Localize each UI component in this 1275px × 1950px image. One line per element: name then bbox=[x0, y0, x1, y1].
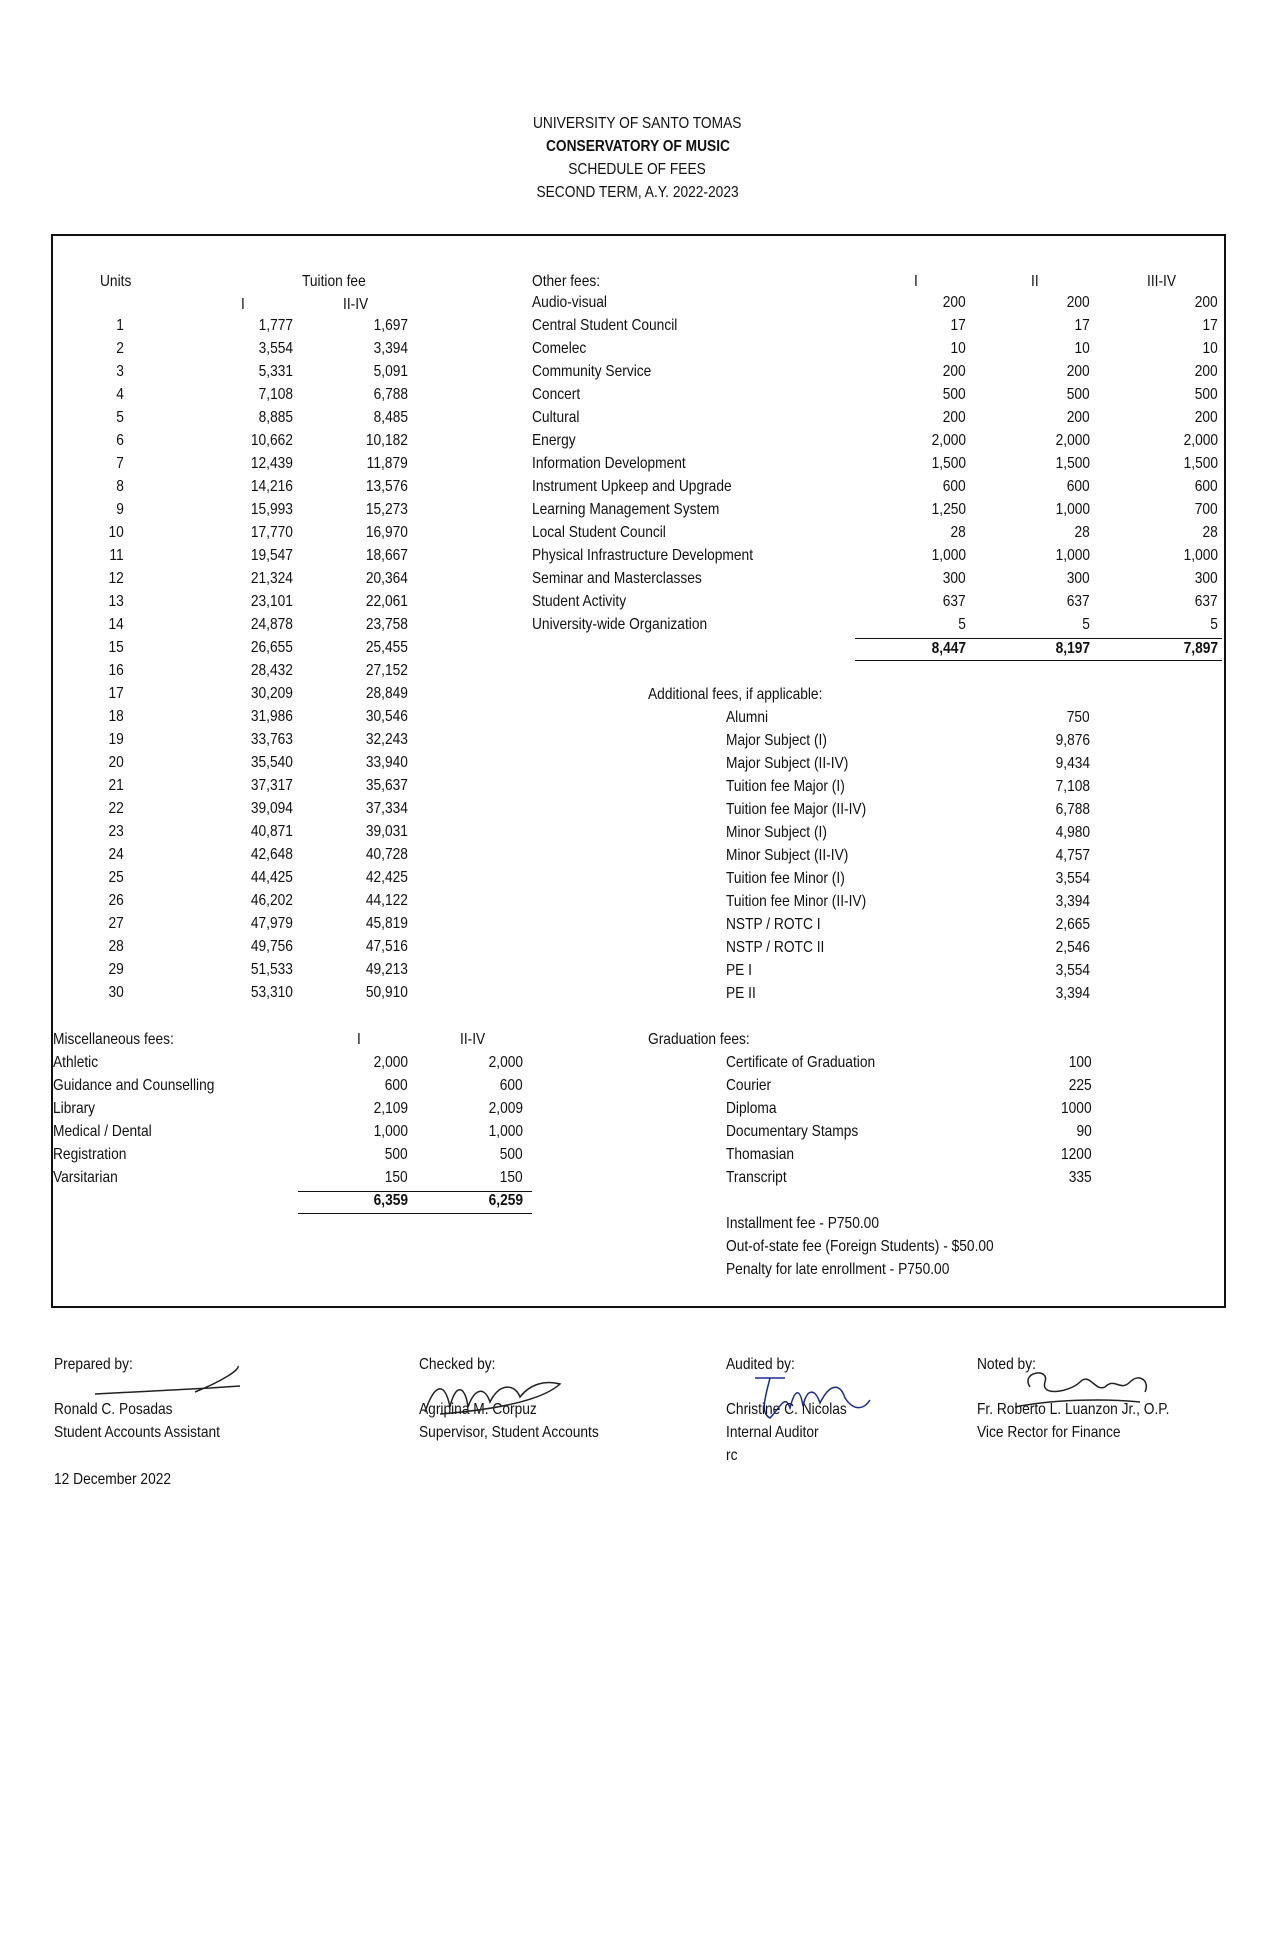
misc-fee-i-cell: 500 bbox=[385, 1146, 408, 1163]
document-title: SCHEDULE OF FEES bbox=[568, 161, 707, 178]
other-fee-i-cell: 1,500 bbox=[931, 455, 966, 472]
signature-luanzon bbox=[1010, 1362, 1160, 1412]
misc-fee-name: Registration bbox=[53, 1146, 127, 1163]
college-name: CONSERVATORY OF MUSIC bbox=[545, 138, 730, 155]
additional-fee-amount: 3,554 bbox=[1055, 962, 1090, 979]
tuition-col-iiv-header: II-IV bbox=[343, 296, 369, 313]
additional-fee-amount: 7,108 bbox=[1055, 778, 1090, 795]
other-fee-i-cell: 10 bbox=[950, 340, 966, 357]
tuition-units-cell: 17 bbox=[108, 685, 124, 702]
signatory-title: Vice Rector for Finance bbox=[977, 1424, 1121, 1441]
tuition-iiv-cell: 22,061 bbox=[365, 593, 408, 610]
tuition-i-cell: 37,317 bbox=[250, 777, 293, 794]
tuition-iiv-cell: 42,425 bbox=[365, 869, 408, 886]
tuition-iiv-cell: 27,152 bbox=[365, 662, 408, 679]
other-fee-name: Concert bbox=[532, 386, 581, 403]
other-fee-name: Information Development bbox=[532, 455, 686, 472]
signatory-role: Checked by: bbox=[419, 1356, 496, 1373]
signatory-name: Agripina M. Corpuz bbox=[419, 1401, 537, 1418]
other-fee-iiiiv-cell: 200 bbox=[1195, 294, 1218, 311]
tuition-iiv-cell: 47,516 bbox=[365, 938, 408, 955]
other-fee-iiiiv-cell: 700 bbox=[1195, 501, 1218, 518]
tuition-iiv-cell: 30,546 bbox=[365, 708, 408, 725]
other-fee-iiiiv-cell: 200 bbox=[1195, 363, 1218, 380]
misc-total-i: 6,359 bbox=[373, 1192, 408, 1209]
misc-fee-iiv-cell: 600 bbox=[500, 1077, 523, 1094]
tuition-i-cell: 30,209 bbox=[250, 685, 293, 702]
misc-fee-iiv-cell: 2,009 bbox=[488, 1100, 523, 1117]
tuition-iiv-cell: 37,334 bbox=[365, 800, 408, 817]
tuition-iiv-cell: 25,455 bbox=[365, 639, 408, 656]
additional-fee-amount: 9,434 bbox=[1055, 755, 1090, 772]
other-fee-i-cell: 2,000 bbox=[931, 432, 966, 449]
tuition-iiv-cell: 35,637 bbox=[365, 777, 408, 794]
tuition-i-cell: 12,439 bbox=[250, 455, 293, 472]
tuition-i-cell: 39,094 bbox=[250, 800, 293, 817]
additional-fee-amount: 3,394 bbox=[1055, 893, 1090, 910]
tuition-iiv-cell: 15,273 bbox=[365, 501, 408, 518]
other-fee-i-cell: 1,250 bbox=[931, 501, 966, 518]
tuition-i-cell: 44,425 bbox=[250, 869, 293, 886]
other-fees-total-i: 8,447 bbox=[931, 640, 966, 657]
fee-schedule-box bbox=[51, 234, 1226, 1308]
misc-fee-iiv-cell: 150 bbox=[500, 1169, 523, 1186]
signatory-role: Prepared by: bbox=[54, 1356, 133, 1373]
other-fee-iiiiv-cell: 2,000 bbox=[1183, 432, 1218, 449]
additional-fee-name: Tuition fee Minor (II-IV) bbox=[726, 893, 867, 910]
additional-fee-amount: 3,394 bbox=[1055, 985, 1090, 1002]
tuition-i-cell: 21,324 bbox=[250, 570, 293, 587]
tuition-iiv-cell: 40,728 bbox=[365, 846, 408, 863]
tuition-units-cell: 19 bbox=[108, 731, 124, 748]
graduation-fee-name: Thomasian bbox=[726, 1146, 795, 1163]
tuition-units-cell: 30 bbox=[108, 984, 124, 1001]
tuition-i-cell: 28,432 bbox=[250, 662, 293, 679]
other-fee-iiiiv-cell: 637 bbox=[1195, 593, 1218, 610]
signatory-role: Noted by: bbox=[977, 1356, 1036, 1373]
tuition-units-cell: 2 bbox=[116, 340, 124, 357]
tuition-i-cell: 33,763 bbox=[250, 731, 293, 748]
tuition-i-cell: 8,885 bbox=[258, 409, 293, 426]
additional-fee-name: Alumni bbox=[726, 709, 769, 726]
other-fee-name: Seminar and Masterclasses bbox=[532, 570, 702, 587]
other-fee-ii-cell: 200 bbox=[1067, 363, 1090, 380]
signatory-name: Ronald C. Posadas bbox=[54, 1401, 173, 1418]
other-fee-i-cell: 200 bbox=[943, 409, 966, 426]
other-fee-ii-cell: 200 bbox=[1067, 409, 1090, 426]
misc-fee-i-cell: 2,109 bbox=[373, 1100, 408, 1117]
other-fee-iiiiv-cell: 10 bbox=[1202, 340, 1218, 357]
additional-fee-name: NSTP / ROTC II bbox=[726, 939, 825, 956]
additional-fee-name: Minor Subject (II-IV) bbox=[726, 847, 849, 864]
other-fee-iiiiv-cell: 600 bbox=[1195, 478, 1218, 495]
other-fee-iiiiv-cell: 1,000 bbox=[1183, 547, 1218, 564]
tuition-i-cell: 42,648 bbox=[250, 846, 293, 863]
other-fee-iiiiv-cell: 5 bbox=[1210, 616, 1218, 633]
tuition-iiv-cell: 50,910 bbox=[365, 984, 408, 1001]
other-fee-ii-cell: 5 bbox=[1082, 616, 1090, 633]
additional-fee-name: PE I bbox=[726, 962, 753, 979]
graduation-fee-name: Courier bbox=[726, 1077, 772, 1094]
other-fee-ii-cell: 2,000 bbox=[1055, 432, 1090, 449]
misc-fee-i-cell: 2,000 bbox=[373, 1054, 408, 1071]
other-fee-name: University-wide Organization bbox=[532, 616, 708, 633]
term-label: SECOND TERM, A.Y. 2022-2023 bbox=[536, 184, 739, 201]
other-fee-name: Instrument Upkeep and Upgrade bbox=[532, 478, 732, 495]
tuition-iiv-cell: 49,213 bbox=[365, 961, 408, 978]
tuition-units-cell: 20 bbox=[108, 754, 124, 771]
other-fee-name: Community Service bbox=[532, 363, 652, 380]
misc-fee-i-cell: 600 bbox=[385, 1077, 408, 1094]
tuition-iiv-cell: 44,122 bbox=[365, 892, 408, 909]
additional-fee-name: Tuition fee Minor (I) bbox=[726, 870, 845, 887]
other-fee-i-cell: 5 bbox=[958, 616, 966, 633]
other-fee-name: Comelec bbox=[532, 340, 587, 357]
additional-fee-name: NSTP / ROTC I bbox=[726, 916, 821, 933]
tuition-i-cell: 3,554 bbox=[258, 340, 293, 357]
tuition-units-cell: 7 bbox=[116, 455, 124, 472]
tuition-units-cell: 6 bbox=[116, 432, 124, 449]
other-fee-ii-cell: 600 bbox=[1067, 478, 1090, 495]
additional-fee-amount: 2,665 bbox=[1055, 916, 1090, 933]
tuition-iiv-cell: 5,091 bbox=[373, 363, 408, 380]
tuition-i-cell: 46,202 bbox=[250, 892, 293, 909]
tuition-i-cell: 7,108 bbox=[258, 386, 293, 403]
additional-fee-name: Tuition fee Major (II-IV) bbox=[726, 801, 867, 818]
signature-corpuz bbox=[420, 1372, 570, 1422]
signature-nicolas bbox=[745, 1368, 875, 1423]
other-fee-name: Energy bbox=[532, 432, 576, 449]
signatory-name: Christine C. Nicolas bbox=[726, 1401, 847, 1418]
tuition-iiv-cell: 18,667 bbox=[365, 547, 408, 564]
tuition-i-cell: 51,533 bbox=[250, 961, 293, 978]
other-fee-iiiiv-cell: 1,500 bbox=[1183, 455, 1218, 472]
graduation-fee-name: Certificate of Graduation bbox=[726, 1054, 876, 1071]
other-fee-iiiiv-cell: 17 bbox=[1202, 317, 1218, 334]
additional-fee-name: Minor Subject (I) bbox=[726, 824, 827, 841]
other-fee-i-cell: 600 bbox=[943, 478, 966, 495]
other-fees-col-iiiiv-header: III-IV bbox=[1147, 273, 1177, 290]
graduation-fee-name: Transcript bbox=[726, 1169, 787, 1186]
misc-fee-name: Library bbox=[53, 1100, 96, 1117]
tuition-iiv-cell: 20,364 bbox=[365, 570, 408, 587]
other-fees-col-i-header: I bbox=[914, 273, 918, 290]
tuition-units-cell: 23 bbox=[108, 823, 124, 840]
other-fees-total-ii: 8,197 bbox=[1055, 640, 1090, 657]
tuition-i-cell: 17,770 bbox=[250, 524, 293, 541]
other-fee-ii-cell: 10 bbox=[1074, 340, 1090, 357]
other-fees-total-iiiiv: 7,897 bbox=[1183, 640, 1218, 657]
other-fee-ii-cell: 1,000 bbox=[1055, 501, 1090, 518]
tuition-units-cell: 22 bbox=[108, 800, 124, 817]
other-fee-name: Student Activity bbox=[532, 593, 627, 610]
tuition-units-cell: 18 bbox=[108, 708, 124, 725]
tuition-i-cell: 53,310 bbox=[250, 984, 293, 1001]
signatory-role: Audited by: bbox=[726, 1356, 795, 1373]
other-fee-ii-cell: 17 bbox=[1074, 317, 1090, 334]
graduation-fee-name: Documentary Stamps bbox=[726, 1123, 859, 1140]
misc-fee-iiv-cell: 2,000 bbox=[488, 1054, 523, 1071]
tuition-units-cell: 10 bbox=[108, 524, 124, 541]
tuition-units-cell: 11 bbox=[109, 547, 124, 564]
tuition-iiv-cell: 10,182 bbox=[365, 432, 408, 449]
tuition-i-cell: 49,756 bbox=[250, 938, 293, 955]
other-fee-name: Learning Management System bbox=[532, 501, 720, 518]
graduation-fee-amount: 1200 bbox=[1061, 1146, 1092, 1163]
additional-fee-name: Major Subject (II-IV) bbox=[726, 755, 849, 772]
tuition-units-cell: 24 bbox=[108, 846, 124, 863]
tuition-iiv-cell: 16,970 bbox=[365, 524, 408, 541]
tuition-fee-header: Tuition fee bbox=[302, 273, 366, 290]
misc-fee-name: Varsitarian bbox=[53, 1169, 118, 1186]
graduation-fee-amount: 335 bbox=[1069, 1169, 1092, 1186]
fee-note: Installment fee - P750.00 bbox=[726, 1215, 879, 1232]
additional-fee-amount: 2,546 bbox=[1055, 939, 1090, 956]
fee-note: Out-of-state fee (Foreign Students) - $50.00 bbox=[726, 1238, 994, 1255]
graduation-fee-amount: 1000 bbox=[1061, 1100, 1092, 1117]
document-date: 12 December 2022 bbox=[54, 1471, 172, 1488]
tuition-units-cell: 27 bbox=[108, 915, 124, 932]
misc-fee-i-cell: 150 bbox=[385, 1169, 408, 1186]
tuition-units-cell: 4 bbox=[116, 386, 124, 403]
other-fee-name: Audio-visual bbox=[532, 294, 607, 311]
tuition-i-cell: 24,878 bbox=[250, 616, 293, 633]
graduation-fee-name: Diploma bbox=[726, 1100, 777, 1117]
misc-total-underline bbox=[298, 1213, 532, 1214]
tuition-i-cell: 5,331 bbox=[258, 363, 293, 380]
other-fee-i-cell: 200 bbox=[943, 294, 966, 311]
tuition-iiv-cell: 6,788 bbox=[373, 386, 408, 403]
units-header: Units bbox=[100, 273, 132, 290]
signatory-name: Fr. Roberto L. Luanzon Jr., O.P. bbox=[977, 1401, 1170, 1418]
other-fees-col-ii-header: II bbox=[1031, 273, 1039, 290]
tuition-units-cell: 29 bbox=[108, 961, 124, 978]
other-fee-name: Central Student Council bbox=[532, 317, 678, 334]
other-fee-ii-cell: 1,500 bbox=[1055, 455, 1090, 472]
misc-col-i-header: I bbox=[357, 1031, 361, 1048]
other-fee-i-cell: 28 bbox=[950, 524, 966, 541]
misc-fee-name: Guidance and Counselling bbox=[53, 1077, 215, 1094]
additional-fee-name: Tuition fee Major (I) bbox=[726, 778, 845, 795]
tuition-i-cell: 1,777 bbox=[258, 317, 293, 334]
tuition-units-cell: 16 bbox=[108, 662, 124, 679]
tuition-units-cell: 28 bbox=[108, 938, 124, 955]
signatory-title: Student Accounts Assistant bbox=[54, 1424, 220, 1441]
tuition-units-cell: 21 bbox=[108, 777, 124, 794]
tuition-i-cell: 15,993 bbox=[250, 501, 293, 518]
tuition-i-cell: 40,871 bbox=[250, 823, 293, 840]
additional-fees-header: Additional fees, if applicable: bbox=[648, 686, 823, 703]
additional-fee-name: Major Subject (I) bbox=[726, 732, 827, 749]
other-fee-name: Local Student Council bbox=[532, 524, 666, 541]
tuition-units-cell: 25 bbox=[108, 869, 124, 886]
tuition-col-i-header: I bbox=[241, 296, 245, 313]
other-fee-i-cell: 300 bbox=[943, 570, 966, 587]
tuition-units-cell: 12 bbox=[108, 570, 124, 587]
tuition-i-cell: 35,540 bbox=[250, 754, 293, 771]
graduation-fee-amount: 100 bbox=[1069, 1054, 1092, 1071]
other-fee-ii-cell: 500 bbox=[1067, 386, 1090, 403]
tuition-iiv-cell: 32,243 bbox=[365, 731, 408, 748]
tuition-iiv-cell: 33,940 bbox=[365, 754, 408, 771]
tuition-units-cell: 15 bbox=[108, 639, 124, 656]
other-fee-i-cell: 500 bbox=[943, 386, 966, 403]
tuition-units-cell: 26 bbox=[108, 892, 124, 909]
misc-col-iiv-header: II-IV bbox=[460, 1031, 486, 1048]
signatory-title: Internal Auditor bbox=[726, 1424, 819, 1441]
other-fee-ii-cell: 300 bbox=[1067, 570, 1090, 587]
tuition-units-cell: 13 bbox=[108, 593, 124, 610]
additional-fee-amount: 750 bbox=[1067, 709, 1090, 726]
misc-fee-iiv-cell: 500 bbox=[500, 1146, 523, 1163]
additional-fee-amount: 4,980 bbox=[1055, 824, 1090, 841]
signatory-title: Supervisor, Student Accounts bbox=[419, 1424, 599, 1441]
tuition-units-cell: 8 bbox=[116, 478, 124, 495]
additional-fee-amount: 9,876 bbox=[1055, 732, 1090, 749]
misc-fees-header: Miscellaneous fees: bbox=[53, 1031, 174, 1048]
tuition-iiv-cell: 11,879 bbox=[366, 455, 408, 472]
tuition-i-cell: 10,662 bbox=[250, 432, 293, 449]
other-fees-total-underline bbox=[855, 660, 1222, 661]
graduation-fee-amount: 90 bbox=[1076, 1123, 1092, 1140]
tuition-i-cell: 23,101 bbox=[250, 593, 293, 610]
tuition-iiv-cell: 28,849 bbox=[365, 685, 408, 702]
tuition-i-cell: 31,986 bbox=[250, 708, 293, 725]
tuition-iiv-cell: 39,031 bbox=[365, 823, 408, 840]
misc-fee-name: Athletic bbox=[53, 1054, 99, 1071]
additional-fee-amount: 4,757 bbox=[1055, 847, 1090, 864]
other-fees-total-rule bbox=[855, 638, 1222, 639]
graduation-fees-header: Graduation fees: bbox=[648, 1031, 750, 1048]
misc-fee-name: Medical / Dental bbox=[53, 1123, 152, 1140]
tuition-iiv-cell: 45,819 bbox=[365, 915, 408, 932]
other-fee-iiiiv-cell: 300 bbox=[1195, 570, 1218, 587]
tuition-units-cell: 1 bbox=[116, 317, 124, 334]
fee-note: Penalty for late enrollment - P750.00 bbox=[726, 1261, 950, 1278]
additional-fee-name: PE II bbox=[726, 985, 756, 1002]
tuition-iiv-cell: 3,394 bbox=[373, 340, 408, 357]
additional-fee-amount: 3,554 bbox=[1055, 870, 1090, 887]
tuition-units-cell: 14 bbox=[108, 616, 124, 633]
tuition-iiv-cell: 23,758 bbox=[365, 616, 408, 633]
other-fees-header: Other fees: bbox=[532, 273, 601, 290]
other-fee-i-cell: 17 bbox=[950, 317, 966, 334]
additional-fee-amount: 6,788 bbox=[1055, 801, 1090, 818]
other-fee-i-cell: 1,000 bbox=[931, 547, 966, 564]
misc-fee-i-cell: 1,000 bbox=[373, 1123, 408, 1140]
other-fee-i-cell: 200 bbox=[943, 363, 966, 380]
other-fee-name: Cultural bbox=[532, 409, 580, 426]
tuition-iiv-cell: 8,485 bbox=[373, 409, 408, 426]
other-fee-ii-cell: 1,000 bbox=[1055, 547, 1090, 564]
signature-posadas bbox=[90, 1362, 250, 1402]
other-fee-ii-cell: 637 bbox=[1067, 593, 1090, 610]
tuition-units-cell: 9 bbox=[116, 501, 124, 518]
tuition-i-cell: 26,655 bbox=[250, 639, 293, 656]
tuition-i-cell: 19,547 bbox=[250, 547, 293, 564]
other-fee-ii-cell: 28 bbox=[1074, 524, 1090, 541]
misc-total-iiv: 6,259 bbox=[488, 1192, 523, 1209]
other-fee-i-cell: 637 bbox=[943, 593, 966, 610]
misc-fee-iiv-cell: 1,000 bbox=[488, 1123, 523, 1140]
tuition-i-cell: 14,216 bbox=[250, 478, 293, 495]
other-fee-iiiiv-cell: 500 bbox=[1195, 386, 1218, 403]
graduation-fee-amount: 225 bbox=[1069, 1077, 1092, 1094]
other-fee-ii-cell: 200 bbox=[1067, 294, 1090, 311]
signatory-initials: rc bbox=[726, 1447, 738, 1464]
tuition-iiv-cell: 1,697 bbox=[373, 317, 408, 334]
tuition-i-cell: 47,979 bbox=[250, 915, 293, 932]
tuition-units-cell: 5 bbox=[116, 409, 124, 426]
other-fee-name: Physical Infrastructure Development bbox=[532, 547, 754, 564]
other-fee-iiiiv-cell: 28 bbox=[1202, 524, 1218, 541]
other-fee-iiiiv-cell: 200 bbox=[1195, 409, 1218, 426]
tuition-units-cell: 3 bbox=[116, 363, 124, 380]
tuition-iiv-cell: 13,576 bbox=[365, 478, 408, 495]
university-name: UNIVERSITY OF SANTO TOMAS bbox=[533, 115, 742, 132]
